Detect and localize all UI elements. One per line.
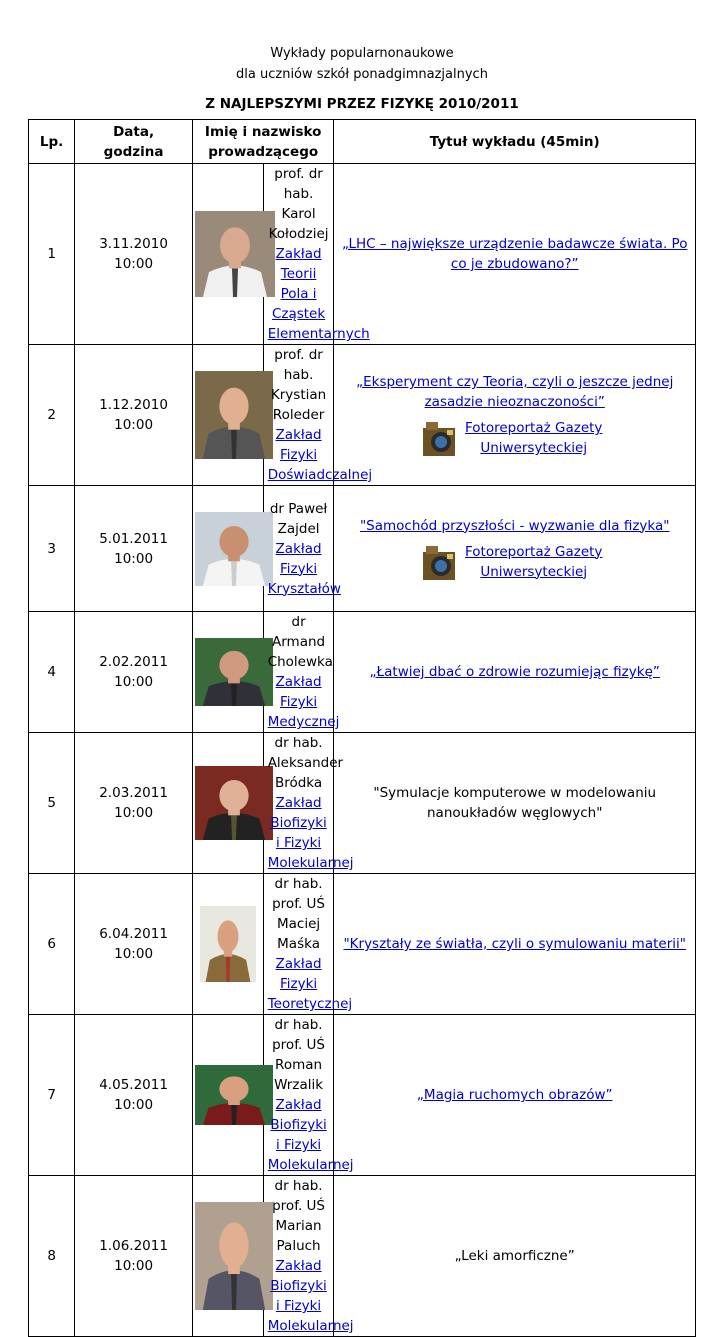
row-lecture-title	[334, 345, 696, 486]
department-link[interactable]: Zakład Teorii Pola i Cząstek Elementarnych	[267, 246, 370, 342]
lecturer-name: dr hab. prof. UŚ Roman Wrzalik	[272, 1017, 325, 1093]
table-row	[29, 1176, 696, 1337]
photo-report	[338, 542, 691, 582]
camera-icon	[421, 544, 457, 582]
lecturer-name: dr hab. prof. UŚ Maciej Maśka	[272, 876, 325, 952]
department-link[interactable]: Zakład Biofizyki i Fizyki Molekularnej	[267, 1097, 354, 1173]
header-lecturer: Imię i nazwisko prowadzącego	[192, 120, 334, 164]
row-lecture-title	[334, 733, 696, 874]
portrait-photo	[195, 766, 273, 840]
row-date: 5.01.2011	[99, 530, 168, 547]
header-lp: Lp.	[29, 120, 75, 164]
lecture-title-link[interactable]: „Eksperyment czy Teoria, czyli o jeszcze jednej zasadzie nieoznaczoności”	[356, 374, 674, 410]
lecturer-name: dr hab. Aleksander Bródka	[267, 735, 344, 791]
header-date	[75, 120, 193, 164]
row-photo-cell	[192, 164, 263, 345]
lecturer-name: prof. dr hab. Krystian Roleder	[270, 347, 327, 423]
row-date: 6.04.2011	[99, 926, 168, 942]
department-link[interactable]: Zakład Fizyki Teoretycznej	[267, 956, 353, 1012]
lecture-title-link[interactable]: "Kryształy ze światła, czyli o symulowaniu materii"	[343, 936, 686, 952]
row-datetime	[75, 733, 193, 874]
row-number: 7	[29, 1015, 75, 1176]
table-row	[29, 612, 696, 733]
row-date: 1.06.2011	[99, 1238, 168, 1254]
row-photo-cell	[192, 1015, 263, 1176]
lecture-title-link[interactable]: "Samochód przyszłości - wyzwanie dla fizyka"	[359, 517, 670, 534]
row-datetime	[75, 612, 193, 733]
photo-report-link[interactable]: Fotoreportaż Gazety Uniwersyteckiej	[465, 420, 603, 456]
row-photo-cell	[192, 345, 263, 486]
lecturer-name: dr Paweł Zajdel	[269, 500, 328, 537]
header-title: Tytuł wykładu (45min)	[334, 120, 696, 164]
department-link[interactable]: Zakład Biofizyki i Fizyki Molekularnej	[267, 795, 354, 871]
row-photo-cell	[192, 1176, 263, 1337]
row-time: 10:00	[114, 1097, 154, 1113]
table-row	[29, 345, 696, 486]
row-time: 10:00	[114, 417, 154, 433]
portrait-photo	[195, 1202, 273, 1310]
row-lecture-title	[334, 486, 696, 612]
row-photo-cell	[192, 486, 263, 612]
row-date: 1.12.2010	[99, 397, 168, 413]
row-datetime	[75, 345, 193, 486]
table-header-row	[29, 120, 696, 164]
row-photo-cell	[192, 874, 263, 1015]
row-time: 10:00	[114, 674, 154, 690]
row-time: 10:00	[114, 805, 154, 821]
lecture-title-link[interactable]: „Łatwiej dbać o zdrowie rozumiejąc fizykę”	[369, 664, 660, 680]
lecturer-name: dr Armand Cholewka	[267, 614, 333, 670]
row-time: 10:00	[114, 256, 154, 272]
row-lecturer	[263, 345, 373, 486]
row-lecture-title	[334, 612, 696, 733]
row-lecturer	[263, 733, 354, 874]
lecture-table	[28, 119, 696, 1337]
header-date-line2: godzina	[103, 143, 164, 160]
row-date: 2.02.2011	[99, 654, 168, 670]
row-time: 10:00	[114, 1258, 154, 1274]
row-lecture-title	[334, 1015, 696, 1176]
department-link[interactable]: Zakład Fizyki Doświadczalnej	[267, 427, 373, 483]
lecturer-name: prof. dr hab. Karol Kołodziej	[268, 166, 329, 242]
table-row	[29, 733, 696, 874]
row-lecture-title	[334, 1176, 696, 1337]
row-datetime	[75, 486, 193, 612]
row-number: 2	[29, 345, 75, 486]
row-number: 4	[29, 612, 75, 733]
table-row	[29, 1015, 696, 1176]
lecture-title: "Symulacje komputerowe w modelowaniu nanoukładów węglowych"	[373, 785, 657, 821]
lecture-title: „Leki amorficzne”	[454, 1248, 575, 1264]
row-lecture-title	[334, 164, 696, 345]
row-datetime	[75, 1015, 193, 1176]
row-lecturer	[263, 1176, 354, 1337]
department-link[interactable]: Zakład Fizyki Kryształów	[267, 540, 341, 597]
portrait-photo	[195, 1065, 273, 1125]
row-time: 10:00	[114, 946, 154, 962]
portrait-photo	[195, 638, 273, 706]
lecture-title-link[interactable]: „Magia ruchomych obrazów”	[416, 1087, 613, 1103]
department-link[interactable]: Zakład Fizyki Medycznej	[267, 674, 340, 730]
row-number: 8	[29, 1176, 75, 1337]
lecture-title-link[interactable]: „LHC – największe urządzenie badawcze świata. Po co je zbudowano?”	[341, 236, 688, 272]
header-date-line1: Data,	[113, 123, 155, 140]
row-datetime	[75, 164, 193, 345]
row-photo-cell	[192, 612, 263, 733]
row-time: 10:00	[114, 550, 154, 567]
camera-icon	[421, 420, 457, 458]
table-row	[29, 164, 696, 345]
portrait-photo	[195, 211, 275, 297]
row-datetime	[75, 1176, 193, 1337]
portrait-photo	[195, 371, 273, 459]
photo-report-link[interactable]: Fotoreportaż Gazety Uniwersyteckiej	[465, 543, 603, 580]
row-number: 3	[29, 486, 75, 612]
row-lecturer	[263, 1015, 354, 1176]
page-title: Z NAJLEPSZYMI PRZEZ FIZYKĘ 2010/2011	[205, 96, 519, 112]
row-date: 3.11.2010	[99, 236, 168, 252]
row-date: 2.03.2011	[99, 785, 168, 801]
row-date: 4.05.2011	[99, 1077, 168, 1093]
header-line-2: dla uczniów szkół ponadgimnazjalnych	[236, 67, 488, 82]
table-row	[29, 874, 696, 1015]
row-number: 6	[29, 874, 75, 1015]
row-datetime	[75, 874, 193, 1015]
portrait-photo	[200, 906, 256, 982]
row-lecturer	[263, 874, 353, 1015]
row-lecturer	[263, 486, 341, 612]
table-row	[29, 486, 696, 612]
department-link[interactable]: Zakład Biofizyki i Fizyki Molekularnej	[267, 1258, 354, 1334]
row-number: 5	[29, 733, 75, 874]
row-number: 1	[29, 164, 75, 345]
header-line-1: Wykłady popularnonaukowe	[270, 46, 454, 61]
row-photo-cell	[192, 733, 263, 874]
lecturer-name: dr hab. prof. UŚ Marian Paluch	[272, 1178, 325, 1254]
portrait-photo	[195, 512, 273, 586]
row-lecturer	[263, 612, 340, 733]
row-lecture-title	[334, 874, 696, 1015]
photo-report	[338, 418, 691, 458]
